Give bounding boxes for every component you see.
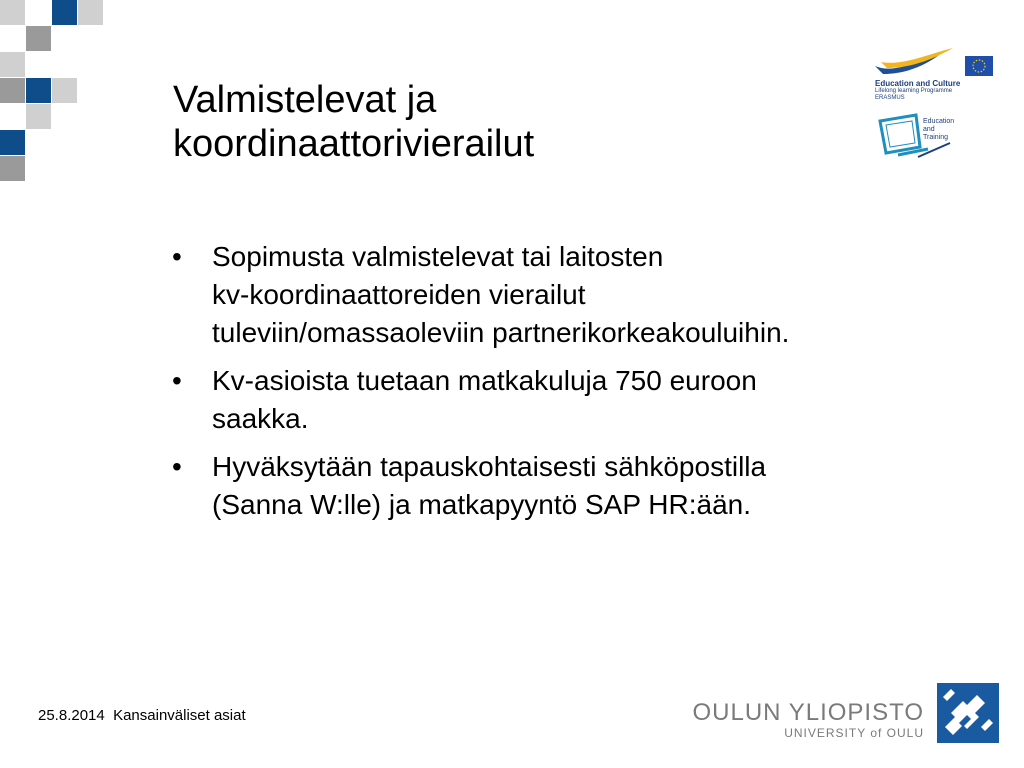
footer-section: Kansainväliset asiat xyxy=(113,707,246,724)
university-subtitle: UNIVERSITY of OULU xyxy=(784,726,924,740)
bullet-list xyxy=(172,238,932,534)
bullet-text: kv-koordinaattoreiden vierailut xyxy=(212,279,586,310)
corner-square xyxy=(0,52,25,77)
bullet-text: Sopimusta valmistelevat tai laitosten xyxy=(212,241,664,272)
university-emblem-icon xyxy=(937,683,999,743)
eu-flag-icon xyxy=(965,56,993,76)
eu-logo-text xyxy=(875,80,960,102)
bullet-text: (Sanna W:lle) ja matkapyyntö SAP HR:ään. xyxy=(212,489,751,520)
bullet-marker: • xyxy=(172,365,182,396)
corner-decoration xyxy=(0,0,110,190)
bullet-text: Kv-asioista tuetaan matkakuluja 750 euroon xyxy=(212,365,757,396)
corner-square xyxy=(52,0,77,25)
corner-square xyxy=(0,130,25,155)
slide-title xyxy=(173,78,793,166)
slide-title-line: Valmistelevat ja xyxy=(173,79,437,121)
corner-square xyxy=(26,104,51,129)
footer-info xyxy=(38,707,246,724)
corner-square xyxy=(78,0,103,25)
et-logo-text xyxy=(923,118,954,142)
corner-square xyxy=(26,78,51,103)
university-name: OULUN YLIOPISTO xyxy=(692,699,924,726)
corner-square xyxy=(0,156,25,181)
bullet-item xyxy=(172,362,932,438)
corner-square xyxy=(26,26,51,51)
bullet-marker: • xyxy=(172,451,182,482)
bullet-item xyxy=(172,448,932,524)
et-logo-line: Training xyxy=(923,134,949,141)
eu-logo-line: Education and Culture xyxy=(875,79,961,88)
bullet-text: saakka. xyxy=(212,403,309,434)
corner-square xyxy=(0,78,25,103)
et-logo-line: Education xyxy=(923,118,955,125)
bullet-item xyxy=(172,238,932,352)
slide-title-line: koordinaattorivierailut xyxy=(173,123,535,165)
bullet-marker: • xyxy=(172,241,182,272)
et-logo-line: and xyxy=(923,126,935,133)
bullet-text: Hyväksytään tapauskohtaisesti sähköpostilla xyxy=(212,451,767,482)
corner-square xyxy=(52,78,77,103)
corner-square xyxy=(0,0,25,25)
eu-logo-line: ERASMUS xyxy=(875,95,905,101)
bullet-text: tuleviin/omassaoleviin partnerikorkeakouluihin. xyxy=(212,317,790,348)
footer-date: 25.8.2014 xyxy=(38,707,105,724)
eu-logo-line: Lifelong learning Programme xyxy=(875,88,953,94)
